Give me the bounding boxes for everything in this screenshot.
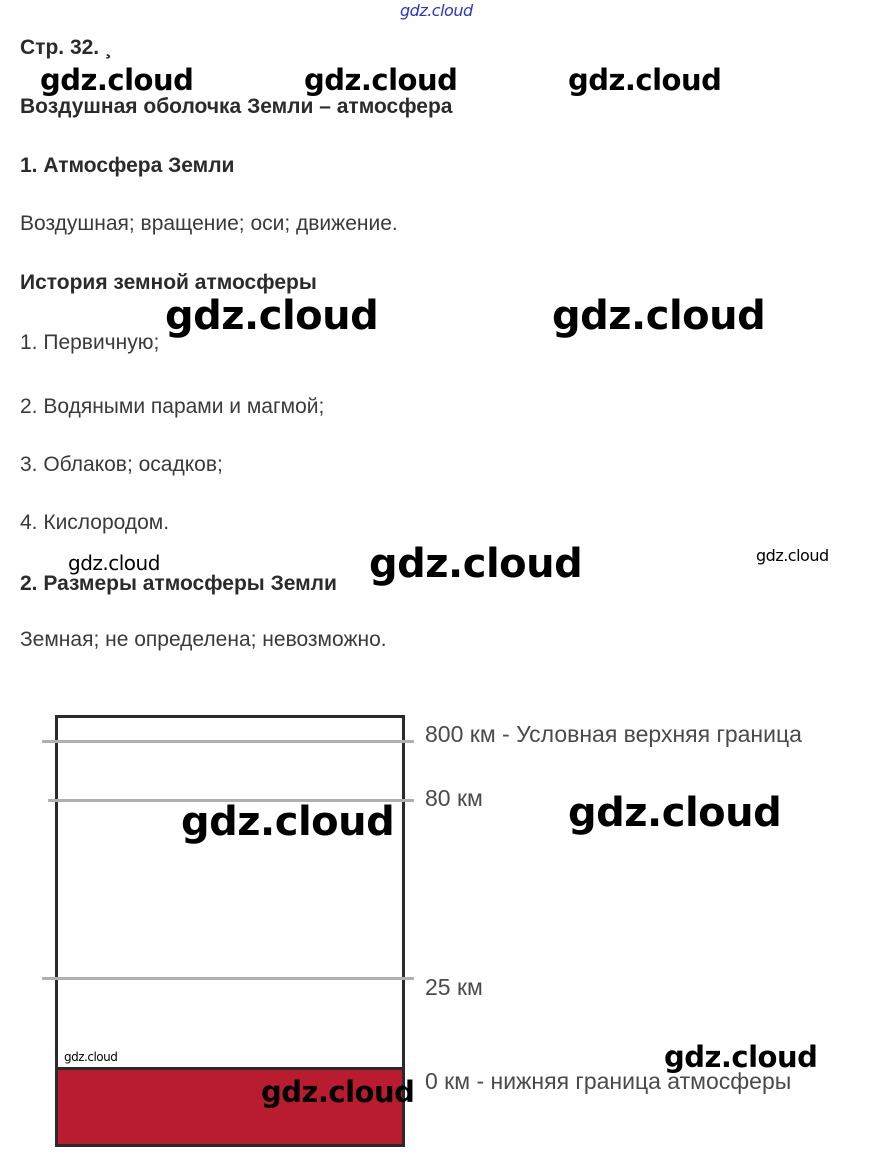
section2-answer: Земная; не определена; невозможно. [20,628,387,651]
watermark: gdz.cloud [552,293,766,339]
level-label-800: 800 км - Условная верхняя граница [425,721,802,747]
level-label-80: 80 км [425,785,483,811]
history-heading: История земной атмосферы [20,271,317,294]
level-label-0: 0 км - нижняя граница атмосферы [425,1068,792,1094]
section2-heading: 2. Размеры атмосферы Земли [20,572,337,595]
level-line-800 [42,740,414,743]
watermark: gdz.cloud [64,1050,118,1064]
watermark: gdz.cloud [664,1040,818,1074]
history-item: 1. Первичную; [20,331,160,354]
section1-heading: 1. Атмосфера Земли [20,154,235,177]
page-reference [20,36,112,60]
watermark: gdz.cloud [369,541,583,587]
watermark-top: gdz.cloud [400,1,473,20]
watermark: gdz.cloud [756,546,829,565]
history-item: 3. Облаков; осадков; [20,453,223,476]
level-label-25: 25 км [425,974,483,1000]
ground-boundary-line [55,1067,405,1070]
page-reference-text: Стр. 32. [20,36,100,59]
watermark: gdz.cloud [261,1075,415,1109]
history-item: 2. Водяными парами и магмой; [20,395,325,418]
section1-answer: Воздушная; вращение; оси; движение. [20,212,398,235]
watermark: gdz.cloud [165,293,379,339]
page-reference-mark: ¸ [104,36,112,59]
watermark: gdz.cloud [40,63,194,97]
level-line-25 [42,977,414,980]
watermark: gdz.cloud [568,63,722,97]
watermark: gdz.cloud [181,799,395,845]
watermark: gdz.cloud [568,790,782,836]
watermark: gdz.cloud [68,551,160,575]
page-title: Воздушная оболочка Земли – атмосфера [20,95,453,118]
watermark: gdz.cloud [304,63,458,97]
history-item: 4. Кислородом. [20,511,170,534]
